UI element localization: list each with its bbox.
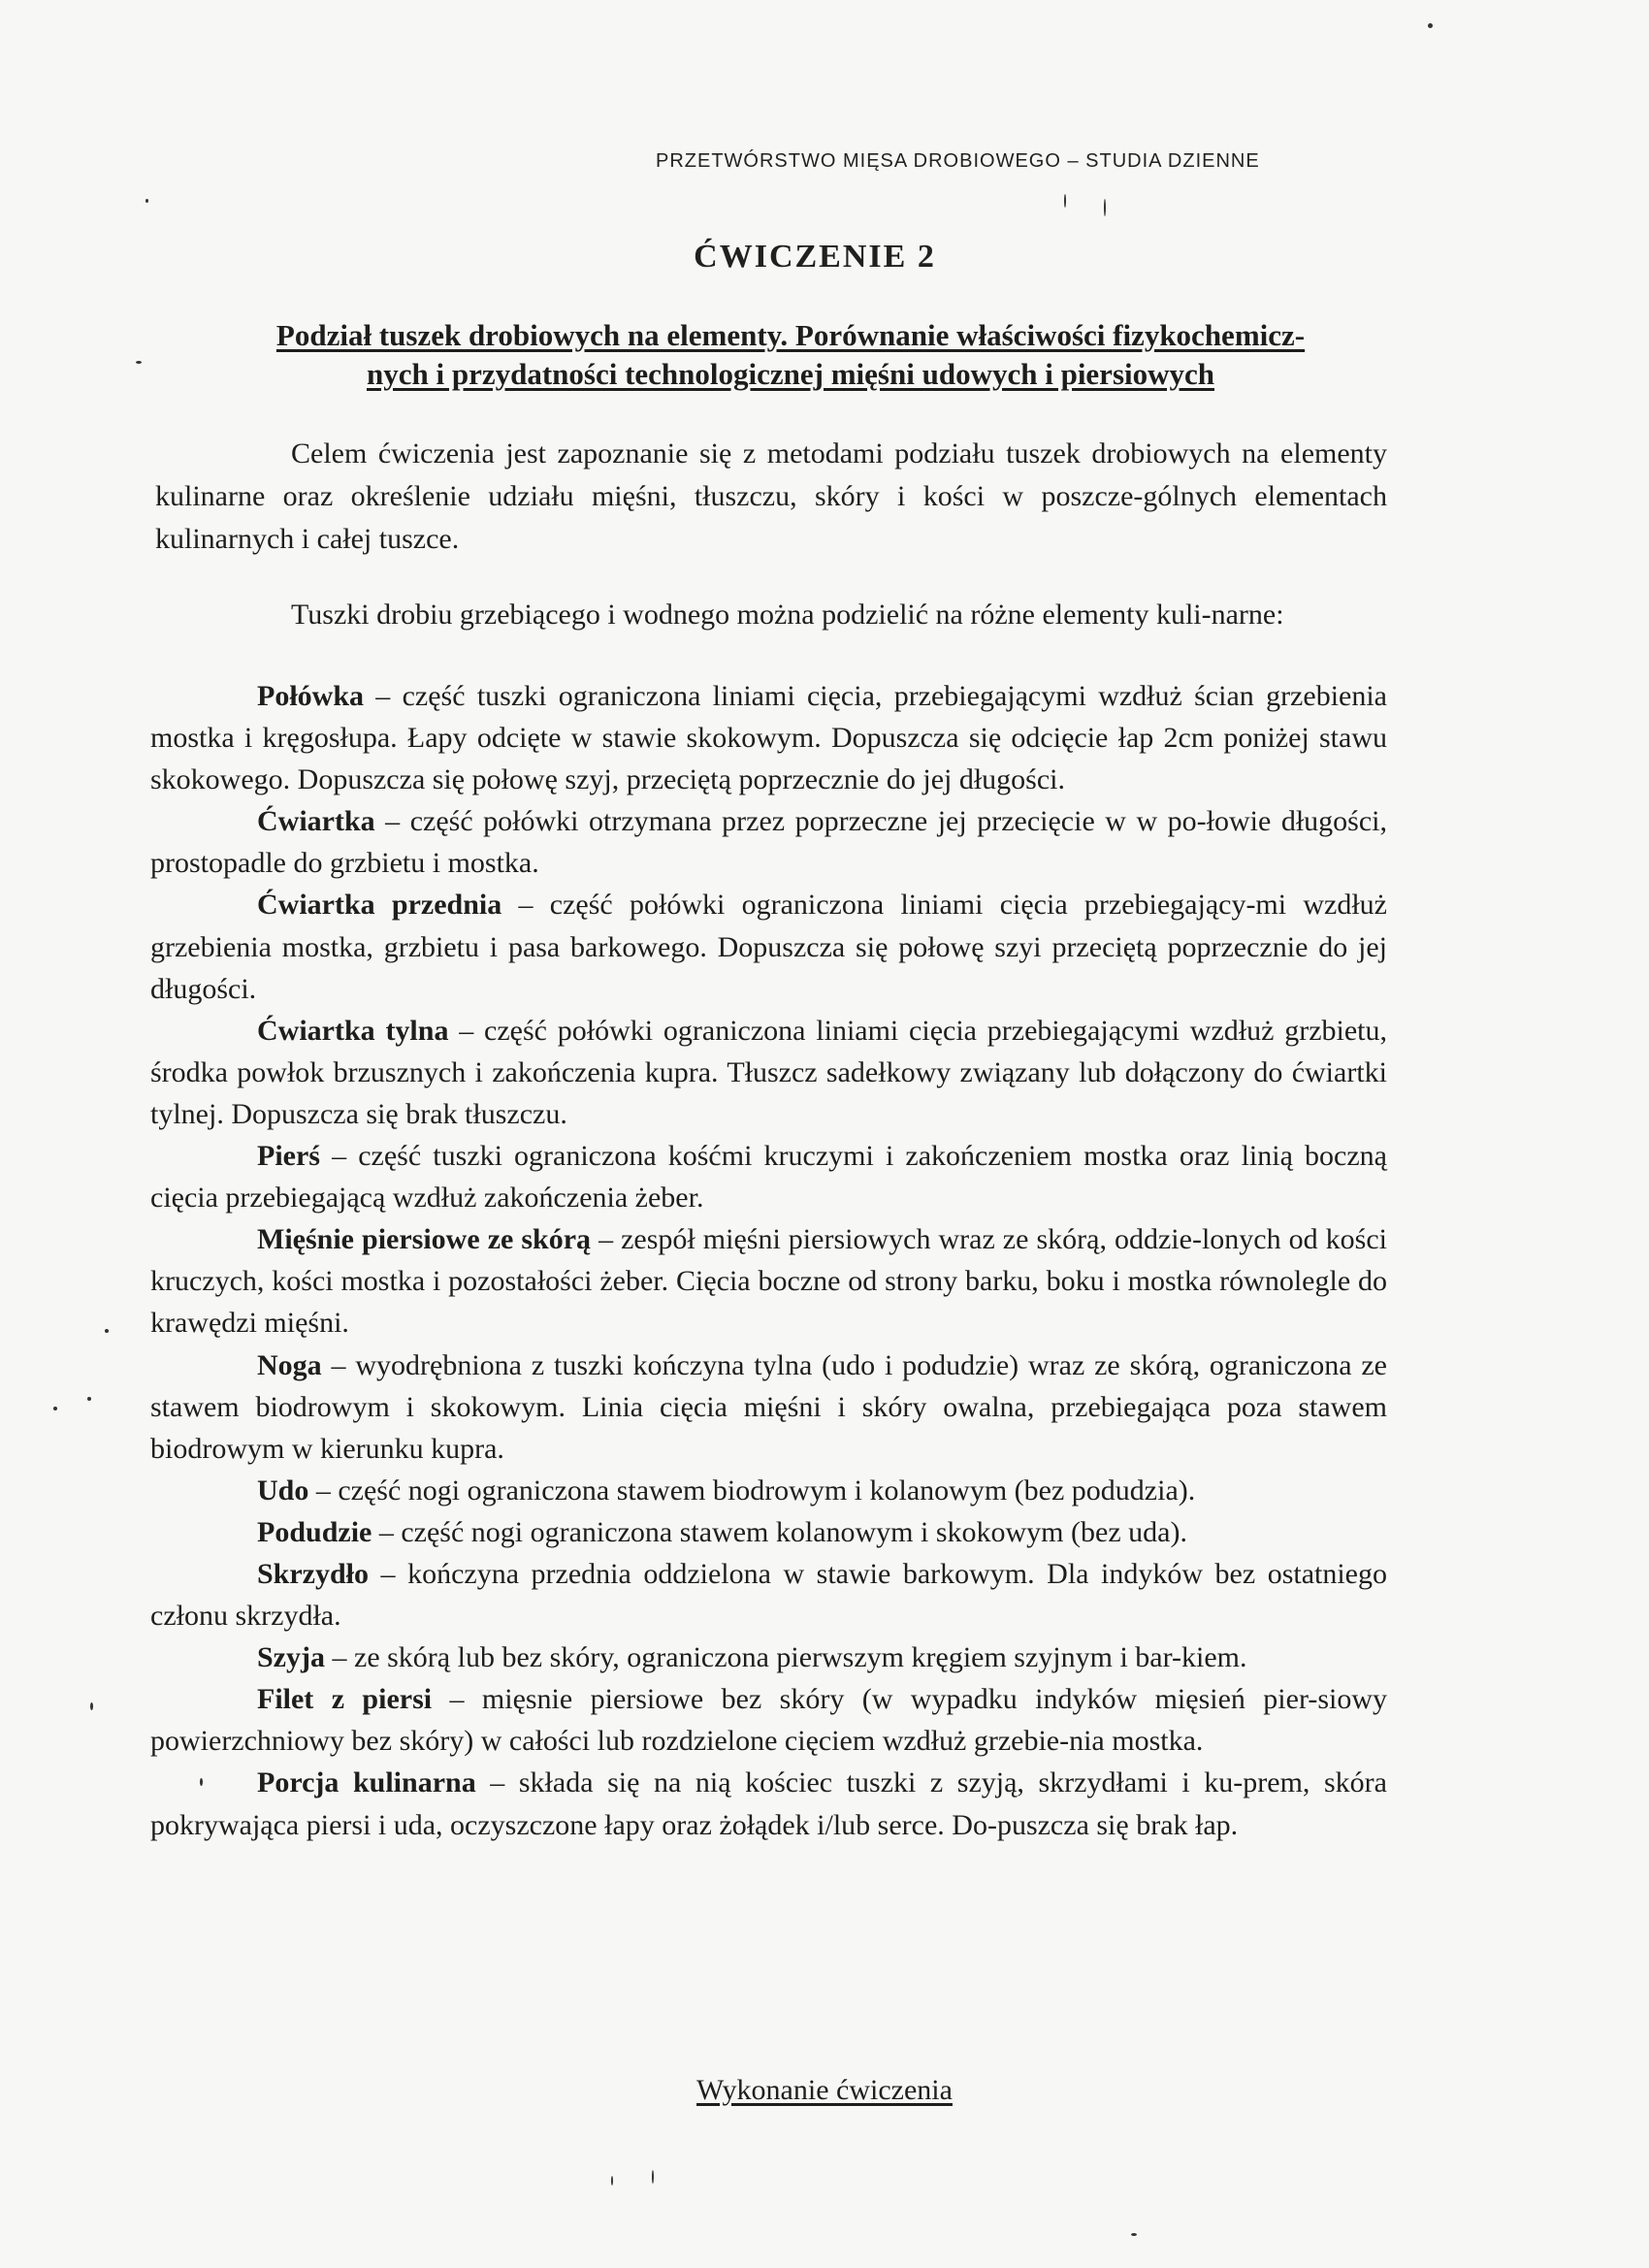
definition-text: – część połówki ograniczona liniami cięcia przebiegający-mi wzdłuż grzebienia mostka, grzbietu i pasa barkowego. Dopuszcza się połowę szyi przeciętą poprzecznie do jej długości. bbox=[150, 889, 1388, 1005]
definition-term: Ćwiartka tylna bbox=[257, 1014, 449, 1047]
definition-text: – część tuszki ograniczona kośćmi kruczymi i zakończeniem mostka oraz linią boczną cięcia przebiegającą wzdłuż zakończenia żeber. bbox=[150, 1140, 1387, 1215]
definition-miesnie-piersiowe bbox=[150, 1218, 1387, 1344]
definition-term: Szyja bbox=[257, 1641, 325, 1674]
scan-speck bbox=[1428, 23, 1433, 28]
definition-skrzydlo bbox=[150, 1553, 1387, 1636]
definition-text: – zespół mięśni piersiowych wraz ze skórą, oddzie-lonych od kości kruczych, kości mostka i pozostałości żeber. Cięcia boczne od strony barku, boku i mostka równolegle do krawędzi mięśni. bbox=[150, 1223, 1387, 1340]
definition-text: – część połówki ograniczona liniami cięcia przebiegającymi wzdłuż grzbietu, środka powłok brzusznych i zakończenia kupra. Tłuszcz sadełkowy związany lub dołączony do ćwiartki tylnej. Dopuszcza się brak tłuszczu. bbox=[150, 1014, 1387, 1130]
scan-speck bbox=[1064, 194, 1066, 208]
definition-text: – część połówki otrzymana przez poprzeczne jej przecięcie w w po-łowie długości, prostopadle do grzbietu i mostka. bbox=[150, 805, 1387, 880]
scan-speck bbox=[611, 2176, 613, 2186]
intro-paragraph-elements: Tuszki drobiu grzebiącego i wodnego można podzielić na różne elementy kuli-narne: bbox=[291, 599, 1284, 631]
definition-text: – kończyna przednia oddzielona w stawie barkowym. Dla indyków bez ostatniego członu skrzydła. bbox=[150, 1557, 1387, 1633]
definition-text: – część tuszki ograniczona liniami cięcia, przebiegającymi wzdłuż ścian grzebienia mostka i kręgosłupa. Łapy odcięte w stawie skokowym. Dopuszcza się odcięcie łap 2cm poniżej stawu skokowego. Dopuszcza się połowę szyj, przeciętą poprzecznie do jej długości. bbox=[150, 680, 1387, 796]
definition-term: Udo bbox=[257, 1474, 309, 1507]
definition-filet bbox=[150, 1678, 1387, 1762]
definition-polowka bbox=[150, 675, 1387, 800]
scan-speck bbox=[87, 1397, 91, 1401]
definition-cwiartka bbox=[150, 800, 1387, 884]
scan-speck bbox=[1131, 2233, 1137, 2236]
scan-speck bbox=[652, 2170, 654, 2184]
definition-text: – składa się na nią kościec tuszki z szyją, skrzydłami i ku-prem, skóra pokrywająca piersi i uda, oczyszczone łapy oraz żołądek i/lub serce. Do-puszcza się brak łap. bbox=[150, 1766, 1387, 1841]
definition-term: Filet z piersi bbox=[257, 1683, 433, 1716]
course-header: PRZETWÓRSTWO MIĘSA DROBIOWEGO – STUDIA DZIENNE bbox=[656, 150, 1260, 172]
definition-text: – część nogi ograniczona stawem biodrowym i kolanowym (bez podudzia). bbox=[308, 1474, 1196, 1507]
definition-term: Podudzie bbox=[257, 1515, 372, 1548]
scan-speck bbox=[105, 1329, 109, 1333]
definition-text: – ze skórą lub bez skóry, ograniczona pierwszym kręgiem szyjnym i bar-kiem. bbox=[325, 1641, 1247, 1674]
definition-porcja-kulinarna bbox=[150, 1762, 1387, 1845]
definition-text: – mięsnie piersiowe bez skóry (w wypadku indyków mięsień pier-siowy powierzchniowy bez skóry) w całości lub rozdzielone cięciem wzdłuż grzebie-nia mostka. bbox=[150, 1683, 1388, 1758]
scan-speck bbox=[53, 1407, 57, 1410]
intro-paragraph-goal: Celem ćwiczenia jest zapoznanie się z metodami podziału tuszek drobiowych na elementy kulinarne oraz określenie udziału mięśni, tłuszczu, skóry i kości w poszcze-gólnych elementach kulinarnych i całej tuszce. bbox=[155, 437, 1387, 555]
scan-speck bbox=[1104, 199, 1106, 216]
title-line-2: nych i przydatności technologicznej mięśni udowych i piersiowych bbox=[366, 357, 1215, 391]
definition-cwiartka-przednia bbox=[150, 884, 1387, 1009]
definition-text: – wyodrębniona z tuszki kończyna tylna (udo i podudzie) wraz ze skórą, ograniczona ze stawem biodrowym i skokowym. Linia cięcia mięśni i skóry owalna, przebiegająca poza stawem biodrowym w kierunku kupra. bbox=[150, 1348, 1387, 1465]
definitions-list bbox=[150, 675, 1387, 1846]
definition-term: Skrzydło bbox=[257, 1557, 370, 1590]
execution-heading: Wykonanie ćwiczenia bbox=[696, 2074, 953, 2106]
definition-udo bbox=[150, 1470, 1387, 1511]
exercise-title bbox=[175, 316, 1406, 394]
definition-term: Pierś bbox=[257, 1140, 320, 1173]
scan-speck bbox=[200, 1778, 203, 1786]
title-line-1: Podział tuszek drobiowych na elementy. Porównanie właściwości fizykochemicz- bbox=[275, 318, 1306, 352]
definition-podudzie bbox=[150, 1511, 1387, 1553]
definition-term: Połówka bbox=[257, 680, 365, 712]
definition-term: Porcja kulinarna bbox=[257, 1766, 476, 1799]
definition-term: Noga bbox=[257, 1348, 322, 1381]
definition-noga bbox=[150, 1345, 1387, 1470]
definition-text: – część nogi ograniczona stawem kolanowym i skokowym (bez uda). bbox=[372, 1515, 1187, 1548]
exercise-number: ĆWICZENIE 2 bbox=[694, 239, 936, 275]
definition-term: Ćwiartka bbox=[257, 805, 375, 838]
definition-cwiartka-tylna bbox=[150, 1010, 1387, 1135]
definition-szyja bbox=[150, 1636, 1387, 1678]
scan-speck bbox=[90, 1702, 93, 1710]
definition-term: Ćwiartka przednia bbox=[257, 889, 502, 922]
definition-piers bbox=[150, 1135, 1387, 1218]
scan-speck bbox=[146, 199, 148, 203]
definition-term: Mięśnie piersiowe ze skórą bbox=[257, 1223, 592, 1256]
scan-speck bbox=[136, 361, 142, 364]
